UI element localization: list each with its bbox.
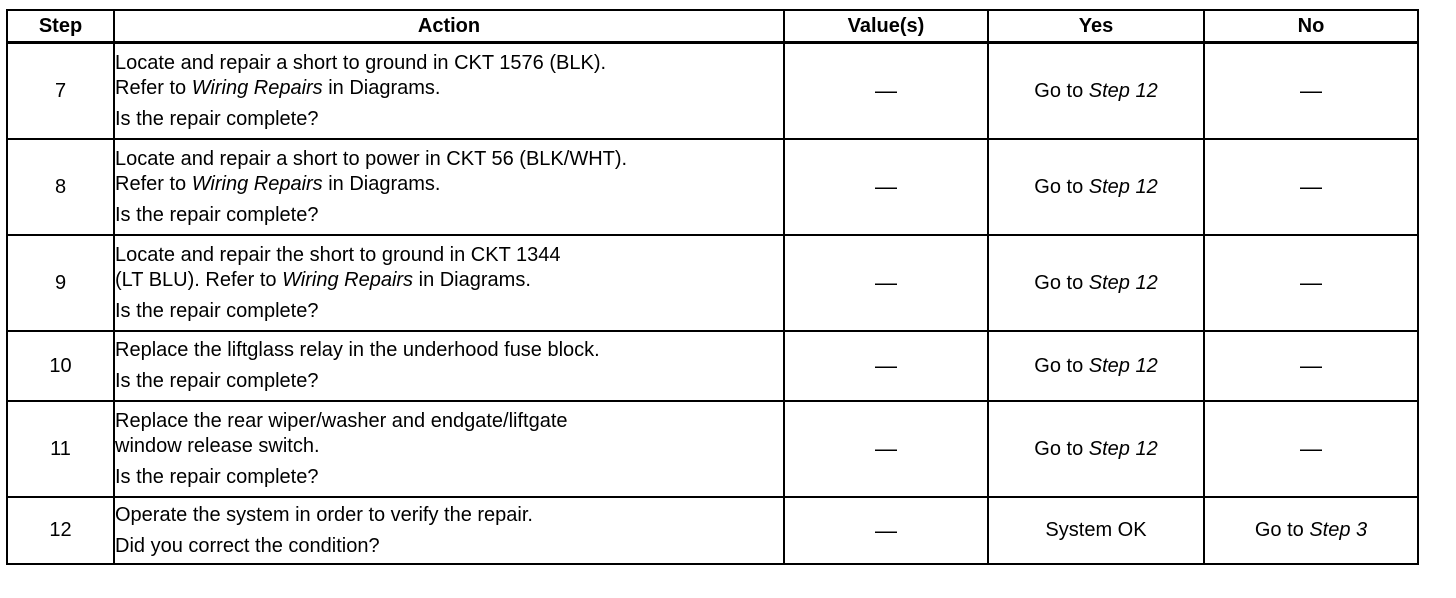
wiring-repairs-ref: Wiring Repairs <box>191 172 323 195</box>
value-cell: — <box>784 235 988 331</box>
action-line: Replace the liftglass relay in the underhood fuse block. <box>115 339 600 361</box>
table-row <box>7 43 1418 140</box>
header-action: Action <box>114 10 784 43</box>
action-question: Is the repair complete? <box>115 203 319 226</box>
table-row <box>7 139 1418 235</box>
header-row <box>7 10 1418 43</box>
action-text: in Diagrams. <box>413 268 531 291</box>
step-number: 9 <box>7 235 114 331</box>
action-cell <box>114 139 784 235</box>
action-question: Is the repair complete? <box>115 299 319 322</box>
yes-cell <box>988 139 1204 235</box>
action-cell <box>114 331 784 401</box>
value-cell: — <box>784 497 988 564</box>
action-line <box>115 76 783 101</box>
action-cell <box>114 497 784 564</box>
header-yes: Yes <box>988 10 1204 43</box>
step-ref: Step 12 <box>1088 437 1158 460</box>
action-line: Replace the rear wiper/washer and endgate/liftgate <box>115 409 568 432</box>
step-ref: Step 12 <box>1088 175 1158 198</box>
step-ref: Step 3 <box>1309 519 1368 541</box>
action-question: Is the repair complete? <box>115 465 319 488</box>
diagnostic-table <box>6 9 1419 565</box>
step-number: 12 <box>7 497 114 564</box>
header-no: No <box>1204 10 1418 43</box>
yes-cell <box>988 235 1204 331</box>
header-step: Step <box>7 10 114 43</box>
action-line <box>115 172 783 197</box>
value-cell: — <box>784 139 988 235</box>
step-ref: Step 12 <box>1088 79 1158 102</box>
action-line: window release switch. <box>115 434 320 457</box>
action-text: (LT BLU). Refer to <box>115 268 283 291</box>
yes-cell <box>988 331 1204 401</box>
table-row <box>7 331 1418 401</box>
step-ref: Step 12 <box>1088 271 1158 294</box>
action-line: Operate the system in order to verify the repair. <box>115 503 533 526</box>
action-question: Did you correct the condition? <box>115 534 380 557</box>
no-cell: — <box>1204 139 1418 235</box>
action-text: in Diagrams. <box>322 172 441 195</box>
yes-text: Go to <box>1034 354 1089 377</box>
yes-cell <box>988 43 1204 140</box>
action-cell <box>114 235 784 331</box>
value-cell: — <box>784 331 988 401</box>
yes-text: Go to <box>1034 79 1089 102</box>
no-cell: — <box>1204 401 1418 497</box>
header-values: Value(s) <box>784 10 988 43</box>
yes-cell <box>988 401 1204 497</box>
yes-text: Go to <box>1034 437 1089 460</box>
table-row <box>7 401 1418 497</box>
no-cell: — <box>1204 43 1418 140</box>
wiring-repairs-ref: Wiring Repairs <box>282 268 414 291</box>
action-question: Is the repair complete? <box>115 370 319 392</box>
step-number: 7 <box>7 43 114 140</box>
step-number: 11 <box>7 401 114 497</box>
table-row <box>7 235 1418 331</box>
no-text: Go to <box>1254 519 1310 541</box>
value-cell: — <box>784 43 988 140</box>
action-cell <box>114 43 784 140</box>
table-row <box>7 497 1418 564</box>
action-text: in Diagrams. <box>322 76 441 99</box>
action-line: Locate and repair a short to ground in CKT 1576 (BLK). <box>115 51 607 74</box>
wiring-repairs-ref: Wiring Repairs <box>191 76 323 99</box>
no-cell: — <box>1204 235 1418 331</box>
yes-text: Go to <box>1034 175 1089 198</box>
action-question: Is the repair complete? <box>115 107 319 130</box>
no-cell <box>1204 497 1418 564</box>
action-line <box>115 268 783 293</box>
action-line: Locate and repair the short to ground in CKT 1344 <box>115 243 561 266</box>
value-cell: — <box>784 401 988 497</box>
action-line: Locate and repair a short to power in CKT 56 (BLK/WHT). <box>115 147 628 170</box>
action-text: Refer to <box>115 172 192 195</box>
step-number: 8 <box>7 139 114 235</box>
yes-text: Go to <box>1034 271 1089 294</box>
action-cell <box>114 401 784 497</box>
step-number: 10 <box>7 331 114 401</box>
step-ref: Step 12 <box>1088 354 1158 377</box>
no-cell: — <box>1204 331 1418 401</box>
action-text: Refer to <box>115 76 192 99</box>
yes-cell: System OK <box>988 497 1204 564</box>
